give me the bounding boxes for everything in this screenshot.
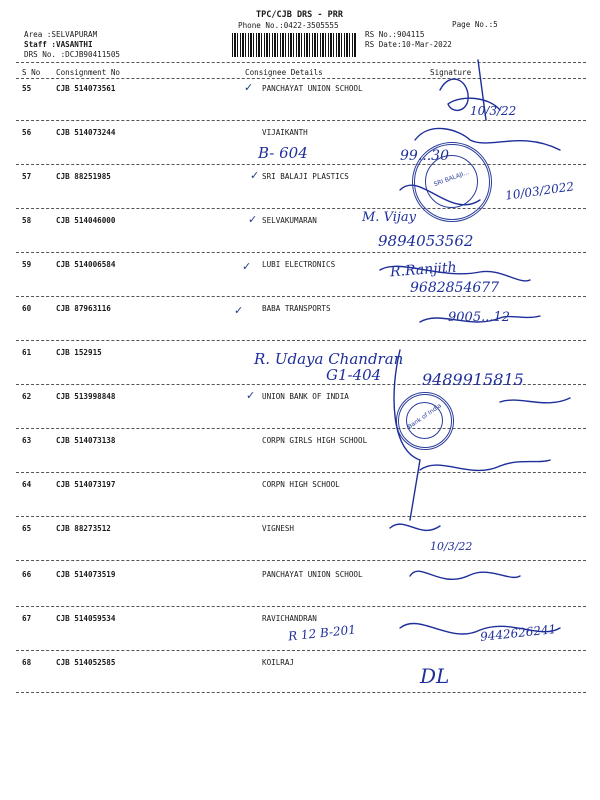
row-sno: 58	[22, 216, 32, 225]
row-sno: 61	[22, 348, 32, 357]
row-consignee: BABA TRANSPORTS	[262, 304, 331, 313]
column-consignee: Consignee Details	[245, 68, 323, 77]
handwritten-initials: DL	[420, 664, 450, 688]
stamp-text: SRI BALAJI...	[432, 168, 470, 189]
row-consignment: CJB 514073519	[56, 570, 116, 579]
handwritten-phone: 99...30	[400, 148, 449, 164]
row-consignee: RAVICHANDRAN	[262, 614, 317, 623]
signature-62	[500, 398, 570, 403]
handwritten-phone: 9682854677	[410, 280, 500, 296]
tick-mark: ✓	[248, 213, 258, 226]
handwritten-name: R.Ranjith	[389, 259, 458, 281]
staff-label: Staff :VASANTHI	[24, 40, 93, 49]
tick-mark: ✓	[234, 304, 244, 317]
row-consignee: UNION BANK OF INDIA	[262, 392, 349, 401]
drs-number: DRS No. :DCJB90411505	[24, 50, 121, 59]
handwritten-phone: 9442626241	[479, 622, 557, 644]
handwritten-flat: R 12 B-201	[287, 622, 357, 644]
row-consignee: KOILRAJ	[262, 658, 295, 667]
signature-57	[400, 185, 480, 205]
row-consignment: CJB 87963116	[56, 304, 111, 313]
handwritten-date: 10/3/22	[470, 104, 517, 118]
handwritten-name: M. Vijay	[362, 210, 417, 225]
row-sno: 63	[22, 436, 32, 445]
signature-long-stroke	[394, 350, 420, 520]
row-sno: 60	[22, 304, 32, 313]
column-sno: S No	[22, 68, 41, 77]
row-consignment: CJB 514046000	[56, 216, 116, 225]
tick-mark: ✓	[244, 81, 254, 94]
row-sno: 64	[22, 480, 32, 489]
row-sno: 65	[22, 524, 32, 533]
row-consignment: CJB 88273512	[56, 524, 111, 533]
handwritten-date: 10/03/2022	[504, 179, 575, 203]
tick-mark: ✓	[242, 260, 252, 273]
handwritten-phone: 9489915815	[422, 370, 524, 389]
row-consignment: CJB 514059534	[56, 614, 116, 623]
row-consignment: CJB 514073197	[56, 480, 116, 489]
row-consignment: CJB 88251985	[56, 172, 111, 181]
row-sno: 59	[22, 260, 32, 269]
signature-66	[410, 571, 520, 579]
row-consignee: PANCHAYAT UNION SCHOOL	[262, 84, 363, 93]
column-signature: Signature	[430, 68, 472, 77]
rs-date: RS Date:10-Mar-2022	[365, 40, 452, 49]
row-consignment: CJB 514073244	[56, 128, 116, 137]
phone-number: Phone No.:0422-3505555	[238, 21, 339, 30]
row-consignee: PANCHAYAT UNION SCHOOL	[262, 570, 363, 579]
handwritten-phone: 9894053562	[378, 232, 474, 250]
row-sno: 56	[22, 128, 32, 137]
row-consignee: VIGNESH	[262, 524, 295, 533]
document-title: TPC/CJB DRS - PRR	[256, 10, 343, 20]
row-consignee: SRI BALAJI PLASTICS	[262, 172, 349, 181]
row-sno: 67	[22, 614, 32, 623]
handwritten-date: 10/3/22	[430, 540, 473, 553]
row-sno: 57	[22, 172, 32, 181]
row-sno: 68	[22, 658, 32, 667]
signature-56	[415, 128, 560, 150]
signature-65	[390, 524, 440, 530]
row-consignee: SELVAKUMARAN	[262, 216, 317, 225]
row-consignment: CJB 514052585	[56, 658, 116, 667]
row-consignment: CJB 513998848	[56, 392, 116, 401]
row-consignee: CORPN GIRLS HIGH SCHOOL	[262, 436, 368, 445]
row-consignee: VIJAIKANTH	[262, 128, 308, 137]
handwritten-name: R. Udaya Chandran	[254, 350, 404, 368]
signature-64	[420, 460, 550, 470]
tick-mark: ✓	[246, 389, 256, 402]
row-consignment: CJB 514073138	[56, 436, 116, 445]
column-consignment: Consignment No	[56, 68, 121, 77]
row-consignee: CORPN HIGH SCHOOL	[262, 480, 340, 489]
row-consignment: CJB 514073561	[56, 84, 116, 93]
row-consignee: LUBI ELECTRONICS	[262, 260, 336, 269]
handwritten-phone: 9005...12	[448, 310, 511, 325]
row-consignment: CJB 514006584	[56, 260, 116, 269]
row-sno: 62	[22, 392, 32, 401]
row-consignment: CJB 152915	[56, 348, 102, 357]
stamp-text: Bank of India	[406, 402, 443, 431]
row-sno: 66	[22, 570, 32, 579]
rs-number: RS No.:904115	[365, 30, 425, 39]
area-label: Area :SELVAPURAM	[24, 30, 98, 39]
tick-mark: ✓	[250, 169, 260, 182]
handwritten-flat: B- 604	[258, 144, 308, 162]
row-sno: 55	[22, 84, 32, 93]
handwritten-flat: G1-404	[326, 366, 382, 384]
page-number: Page No.:5	[452, 20, 498, 29]
